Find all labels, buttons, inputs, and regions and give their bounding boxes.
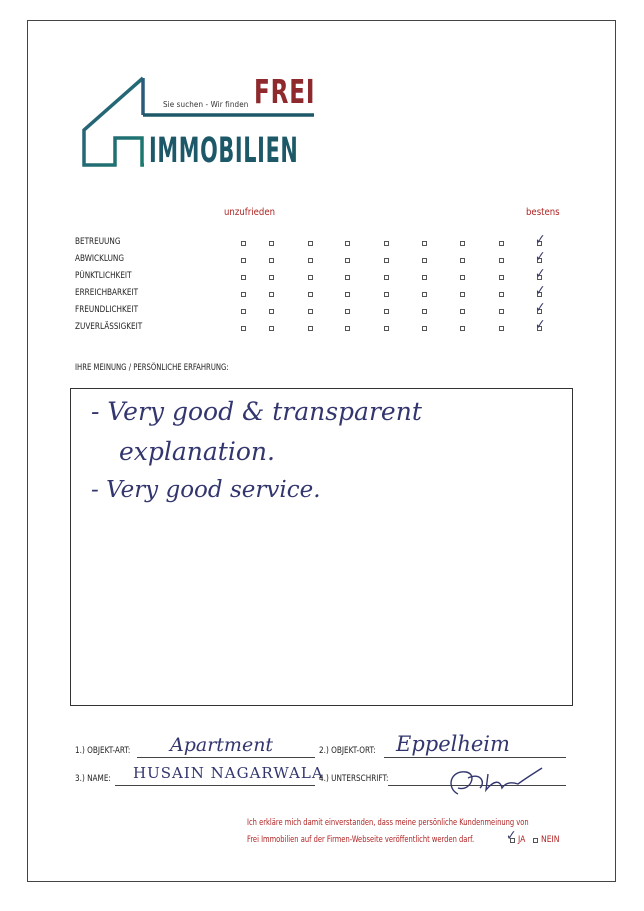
handwritten-line: explanation.: [119, 437, 275, 466]
rating-checkbox[interactable]: [460, 292, 465, 297]
rating-checkbox[interactable]: [308, 258, 313, 263]
criterion-label: ZUVERLÄSSIGKEIT: [75, 322, 143, 332]
rating-checkbox[interactable]: [384, 326, 389, 331]
rating-checkbox[interactable]: [460, 275, 465, 280]
rating-checkbox[interactable]: [460, 309, 465, 314]
rating-checkbox[interactable]: [499, 292, 504, 297]
rating-checkbox[interactable]: [422, 326, 427, 331]
consent-nein-checkbox[interactable]: [533, 838, 538, 843]
rating-checkbox[interactable]: [345, 309, 350, 314]
objekt-ort-line: [384, 757, 566, 758]
criterion-label: PÜNKTLICHKEIT: [75, 271, 132, 281]
rating-checkbox[interactable]: [269, 275, 274, 280]
checkmark-icon: ✓: [506, 828, 517, 844]
rating-checkbox[interactable]: [384, 292, 389, 297]
rating-checkbox[interactable]: [499, 275, 504, 280]
rating-checkbox[interactable]: [269, 258, 274, 263]
rating-checkbox[interactable]: [269, 292, 274, 297]
rating-checkbox[interactable]: [422, 292, 427, 297]
rating-checkbox[interactable]: [269, 241, 274, 246]
rating-checkbox[interactable]: [422, 275, 427, 280]
rating-checkbox[interactable]: [460, 258, 465, 263]
scale-right-label: bestens: [526, 207, 560, 218]
rating-checkbox[interactable]: [384, 258, 389, 263]
rating-checkbox[interactable]: [345, 241, 350, 246]
rating-checkbox[interactable]: [499, 309, 504, 314]
objekt-ort-value[interactable]: Eppelheim: [396, 732, 510, 756]
checkmark-icon: ✓: [535, 249, 546, 265]
criterion-label: FREUNDLICHKEIT: [75, 305, 139, 315]
name-value[interactable]: HUSAIN NAGARWALA: [133, 764, 324, 782]
consent-nein-label: NEIN: [541, 835, 560, 845]
checkmark-icon: ✓: [535, 317, 546, 333]
consent-text-line1: Ich erkläre mich damit einverstanden, dass meine persönliche Kundenmeinung von: [247, 818, 529, 828]
rating-checkbox[interactable]: [241, 275, 246, 280]
rating-checkbox[interactable]: [308, 292, 313, 297]
rating-checkbox[interactable]: [308, 275, 313, 280]
rating-checkbox[interactable]: [345, 258, 350, 263]
comment-box[interactable]: [70, 388, 573, 706]
checkmark-icon: ✓: [535, 232, 546, 248]
checkmark-icon: ✓: [535, 300, 546, 316]
rating-checkbox[interactable]: [308, 326, 313, 331]
rating-checkbox[interactable]: [269, 326, 274, 331]
objekt-art-value[interactable]: Apartment: [170, 734, 274, 756]
logo-tagline: Sie suchen - Wir finden: [163, 100, 249, 109]
rating-checkbox[interactable]: [241, 258, 246, 263]
rating-checkbox[interactable]: [345, 292, 350, 297]
logo-brand-top: FREI: [254, 72, 316, 111]
objekt-ort-label: 2.) OBJEKT-ORT:: [319, 746, 376, 756]
logo-brand-bottom: IMMOBILIEN: [149, 131, 299, 171]
rating-checkbox[interactable]: [422, 241, 427, 246]
rating-checkbox[interactable]: [345, 326, 350, 331]
consent-text-line2: Frei Immobilien auf der Firmen-Webseite veröffentlicht werden darf.: [247, 835, 475, 845]
signature-label: 4.) UNTERSCHRIFT:: [319, 774, 389, 784]
consent-ja-label: JA: [518, 835, 526, 845]
rating-checkbox[interactable]: [241, 309, 246, 314]
handwritten-line: - Very good & transparent: [91, 397, 422, 426]
rating-checkbox[interactable]: [499, 326, 504, 331]
rating-checkbox[interactable]: [384, 309, 389, 314]
rating-checkbox[interactable]: [499, 241, 504, 246]
rating-checkbox[interactable]: [241, 292, 246, 297]
rating-checkbox[interactable]: [308, 241, 313, 246]
name-label: 3.) NAME:: [75, 774, 111, 784]
criterion-label: BETREUUNG: [75, 237, 121, 247]
signature-icon: [440, 764, 545, 800]
rating-checkbox[interactable]: [384, 241, 389, 246]
checkmark-icon: ✓: [535, 283, 546, 299]
rating-checkbox[interactable]: [241, 241, 246, 246]
checkmark-icon: ✓: [535, 266, 546, 282]
criterion-label: ABWICKLUNG: [75, 254, 125, 264]
objekt-art-line: [137, 757, 315, 758]
rating-checkbox[interactable]: [499, 258, 504, 263]
rating-checkbox[interactable]: [345, 275, 350, 280]
opinion-title: IHRE MEINUNG / PERSÖNLICHE ERFAHRUNG:: [75, 363, 229, 373]
handwritten-line: - Very good service.: [91, 477, 321, 503]
rating-checkbox[interactable]: [308, 309, 313, 314]
rating-checkbox[interactable]: [422, 258, 427, 263]
rating-checkbox[interactable]: [460, 241, 465, 246]
rating-checkbox[interactable]: [269, 309, 274, 314]
rating-checkbox[interactable]: [241, 326, 246, 331]
name-line: [115, 785, 315, 786]
objekt-art-label: 1.) OBJEKT-ART:: [75, 746, 131, 756]
rating-checkbox[interactable]: [460, 326, 465, 331]
criterion-label: ERREICHBARKEIT: [75, 288, 139, 298]
rating-checkbox[interactable]: [422, 309, 427, 314]
rating-checkbox[interactable]: [384, 275, 389, 280]
scale-left-label: unzufrieden: [224, 207, 275, 218]
